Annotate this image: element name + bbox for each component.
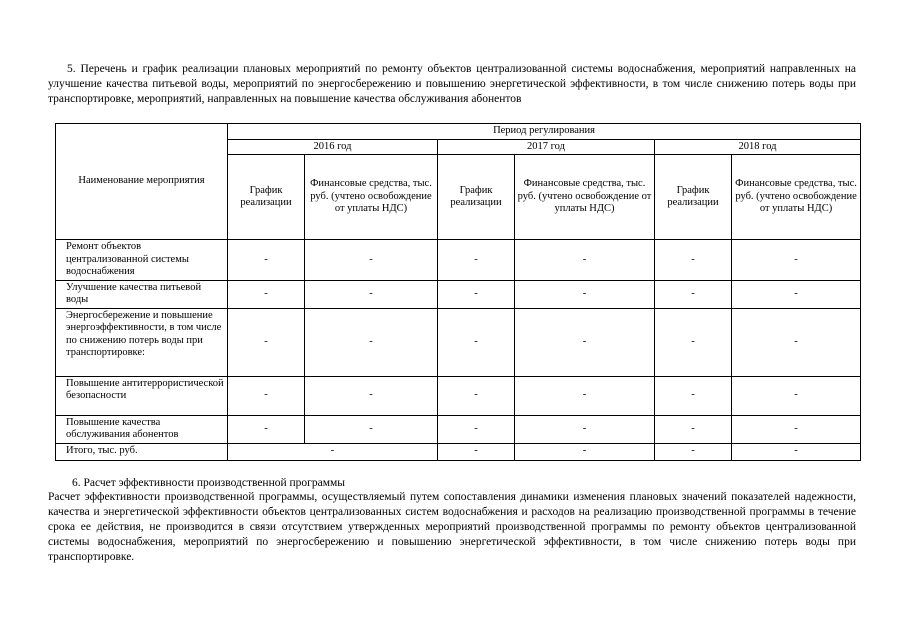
table-cell: - <box>228 240 305 281</box>
table-cell: - <box>438 415 515 443</box>
table-cell: - <box>732 240 861 281</box>
table-cell: - <box>515 280 655 308</box>
year-header: 2018 год <box>655 139 861 155</box>
table-cell: - <box>732 280 861 308</box>
schedule-header: График реализации <box>228 155 305 240</box>
total-row <box>56 443 861 460</box>
table-cell: - <box>655 308 732 376</box>
finance-header: Финансовые средства, тыс. руб. (учтено освобождение от уплаты НДС) <box>305 155 438 240</box>
table-cell: - <box>515 240 655 281</box>
table-cell: - <box>228 443 438 460</box>
table-cell: - <box>655 415 732 443</box>
row-name: Энергосбережение и повышение энергоэффективности, в том числе по снижению потерь воды при транспортировке: <box>56 308 228 376</box>
table-row <box>56 308 861 376</box>
measures-table <box>55 123 861 461</box>
table-row <box>56 240 861 281</box>
table-cell: - <box>732 443 861 460</box>
finance-header: Финансовые средства, тыс. руб. (учтено освобождение от уплаты НДС) <box>732 155 861 240</box>
table-cell: - <box>305 280 438 308</box>
table-cell: - <box>305 415 438 443</box>
table-cell: - <box>515 376 655 415</box>
table-row <box>56 415 861 443</box>
table-cell: - <box>655 240 732 281</box>
section6-heading: 6. Расчет эффективности производственной программы <box>72 477 346 489</box>
table-cell: - <box>438 240 515 281</box>
year-header: 2017 год <box>438 139 655 155</box>
table-cell: - <box>732 376 861 415</box>
table-cell: - <box>655 376 732 415</box>
table-cell: - <box>732 308 861 376</box>
table-cell: - <box>515 308 655 376</box>
table-cell: - <box>438 376 515 415</box>
finance-header: Финансовые средства, тыс. руб. (учтено освобождение от уплаты НДС) <box>515 155 655 240</box>
schedule-header: График реализации <box>655 155 732 240</box>
year-header: 2016 год <box>228 139 438 155</box>
table-cell: - <box>305 240 438 281</box>
table-cell: - <box>305 376 438 415</box>
table-cell: - <box>515 415 655 443</box>
table-cell: - <box>305 308 438 376</box>
section6-paragraph: Расчет эффективности производственной программы, осуществляемый путем сопоставления динамики изменения плановых значений показателей надежности, качества и энергетической эффективности объектов централизованных систем водоснабжения и расходов на реализацию производственной программы в течение срока ее действия, не производится в связи отсутствием утвержденных мероприятий производственной программы по ремонту объектов централизованной системы водоснабжения, мероприятий по энергосбережению и повышению энергетической эффективности, в том числе снижению потерь воды при транспортировке. <box>48 491 856 563</box>
table-cell: - <box>228 376 305 415</box>
row-name: Повышение антитеррористической безопасности <box>56 376 228 415</box>
table-cell: - <box>228 280 305 308</box>
name-header: Наименование мероприятия <box>56 124 228 240</box>
row-name: Ремонт объектов централизованной системы водоснабжения <box>56 240 228 281</box>
schedule-header: График реализации <box>438 155 515 240</box>
table-cell: - <box>228 415 305 443</box>
table-cell: - <box>655 280 732 308</box>
table-cell: - <box>732 415 861 443</box>
table-row <box>56 280 861 308</box>
table-cell: - <box>515 443 655 460</box>
total-label: Итого, тыс. руб. <box>56 443 228 460</box>
section5-paragraph: 5. Перечень и график реализации плановых мероприятий по ремонту объектов централизованной системы водоснабжения, мероприятий направленных на улучшение качества питьевой воды, мероприятий по энергосбережению и повышению энергетической эффективности, в том числе снижению потерь воды при транспортировке, мероприятий, направленных на повышение качества обслуживания абонентов <box>48 63 856 105</box>
table-cell: - <box>438 443 515 460</box>
table-cell: - <box>655 443 732 460</box>
period-header: Период регулирования <box>228 124 861 140</box>
table-cell: - <box>228 308 305 376</box>
table-cell: - <box>438 308 515 376</box>
table-cell: - <box>438 280 515 308</box>
row-name: Улучшение качества питьевой воды <box>56 280 228 308</box>
row-name: Повышение качества обслуживания абонентов <box>56 415 228 443</box>
table-row <box>56 376 861 415</box>
